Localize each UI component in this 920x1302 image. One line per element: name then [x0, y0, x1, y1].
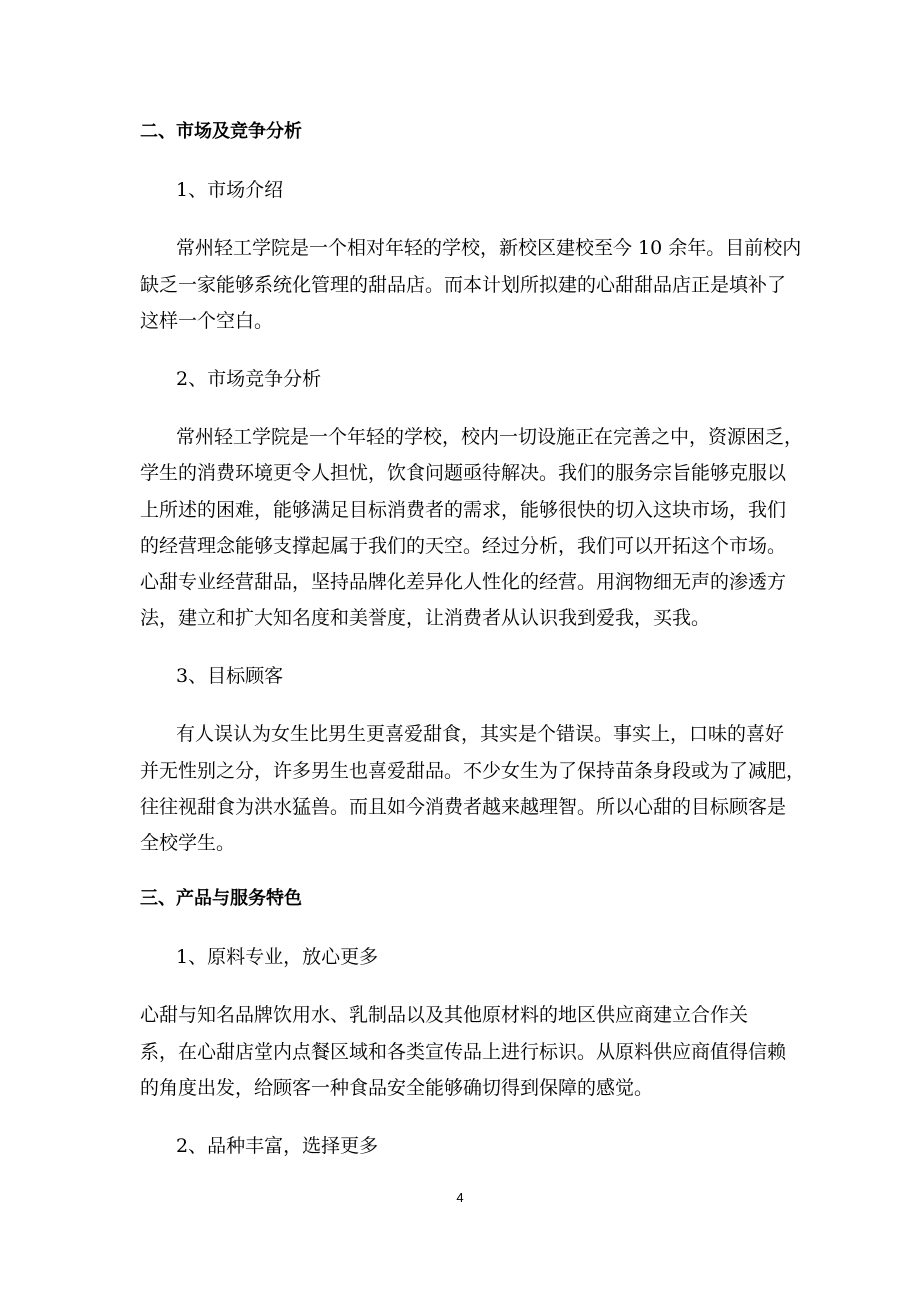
paragraph-line: 的经营理念能够支撑起属于我们的天空。经过分析，我们可以开拓这个市场。 — [140, 535, 787, 557]
paragraph-line: 常州轻工学院是一个相对年轻的学校，新校区建校至今 10 余年。目前校内 — [176, 237, 802, 259]
subsection-title-competition: 2、市场竞争分析 — [176, 368, 322, 390]
paragraph-line: 往往视甜食为洪水猛兽。而且如今消费者越来越理智。所以心甜的目标顾客是 — [140, 796, 787, 818]
subsection-title-material: 1、原料专业，放心更多 — [176, 946, 379, 968]
paragraph-line: 缺乏一家能够系统化管理的甜品店。而本计划所拟建的心甜甜品店正是填补了 — [140, 274, 787, 296]
paragraph-line: 并无性别之分，许多男生也喜爱甜品。不少女生为了保持苗条身段或为了减肥， — [140, 760, 806, 782]
paragraph-line: 的角度出发，给顾客一种食品安全能够确切得到保障的感觉。 — [140, 1077, 654, 1099]
subsection-title-variety: 2、品种丰富，选择更多 — [176, 1135, 379, 1157]
paragraph-line: 系，在心甜店堂内点餐区域和各类宣传品上进行标识。从原料供应商值得信赖 — [140, 1041, 787, 1063]
paragraph-line: 有人误认为女生比男生更喜爱甜食，其实是个错误。事实上，口味的喜好 — [176, 723, 785, 745]
paragraph-line: 常州轻工学院是一个年轻的学校，校内一切设施正在完善之中，资源困乏， — [176, 426, 804, 448]
section-heading-market: 二、市场及竞争分析 — [140, 121, 302, 142]
paragraph-line: 心甜专业经营甜品，坚持品牌化差异化人性化的经营。用润物细无声的渗透方 — [140, 571, 787, 593]
paragraph-line: 这样一个空白。 — [140, 310, 274, 332]
paragraph-line: 学生的消费环境更令人担忧，饮食问题亟待解决。我们的服务宗旨能够克服以 — [140, 462, 787, 484]
subsection-title-market-intro: 1、市场介绍 — [176, 179, 284, 201]
paragraph-line: 上所述的困难，能够满足目标消费者的需求，能够很快的切入这块市场，我们 — [140, 499, 787, 521]
page-number: 4 — [456, 1190, 464, 1205]
subsection-title-target: 3、目标顾客 — [176, 665, 284, 687]
section-heading-product: 三、产品与服务特色 — [140, 888, 302, 909]
paragraph-line: 法，建立和扩大知名度和美誉度，让消费者从认识我到爱我，买我。 — [140, 607, 711, 629]
paragraph-line: 全校学生。 — [140, 832, 236, 854]
paragraph-line: 心甜与知名品牌饮用水、乳制品以及其他原材料的地区供应商建立合作关 — [140, 1004, 749, 1026]
